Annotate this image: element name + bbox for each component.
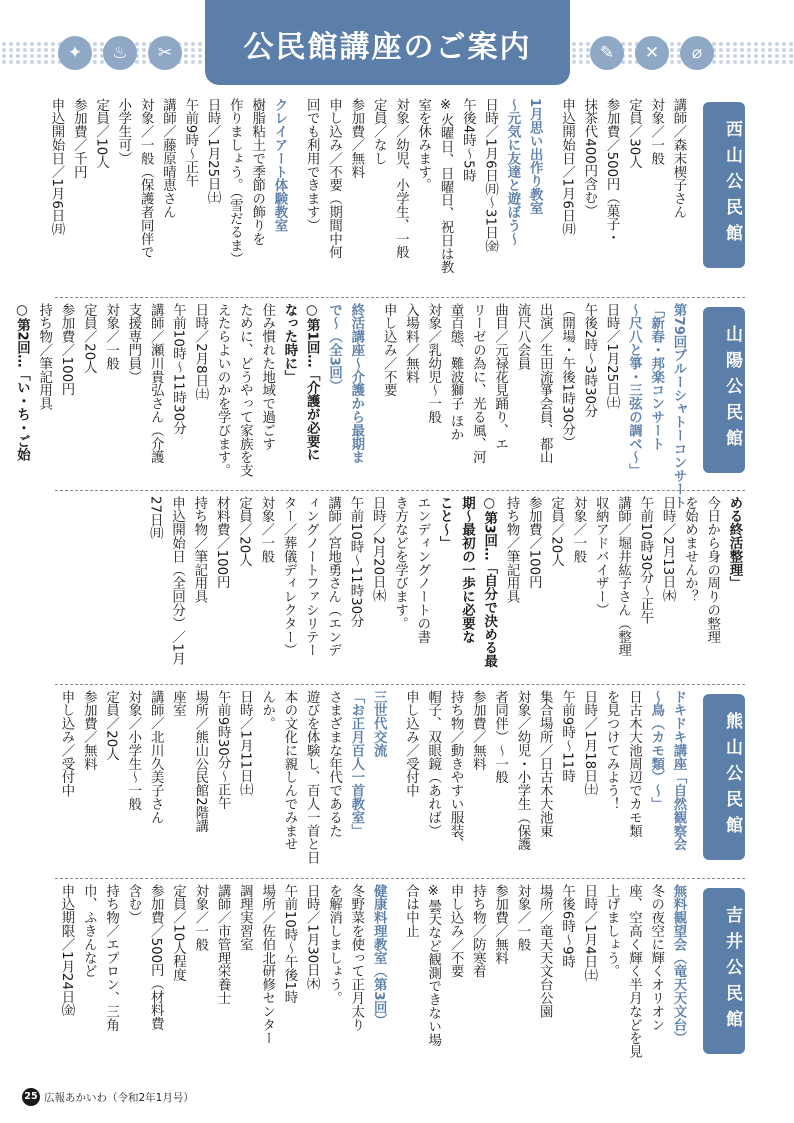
course-detail-line: 日時／1月25日㈯ [205, 98, 221, 204]
cupcake-icon: ♨ [103, 36, 137, 70]
course-detail-line: 日時／1月30日㈭ [304, 884, 320, 990]
scissors-icon: ✂ [148, 36, 182, 70]
course-detail-line: 参加費／100円 [58, 303, 74, 396]
course-detail-line: 午前9時～11時 [559, 690, 575, 783]
course-detail-line: 申し込み／受付中 [58, 690, 74, 798]
course-detail-line: 対象／一般（保護者同伴で [138, 98, 154, 259]
course-detail-line: 午後4時～5時 [460, 98, 476, 183]
course-title: 1月思い出作り教室 [527, 98, 543, 215]
section-columns [55, 884, 745, 1064]
course-detail-line: なった時に」 [281, 303, 297, 384]
course-title: 「新春・邦楽コンサート [648, 303, 664, 451]
course-detail-line: 持ち物／動きやすい服装、 [448, 690, 464, 851]
course-title: 「お正月百人一首教室」 [348, 690, 364, 838]
section-columns [55, 690, 745, 870]
course-detail-line: 講師／森末楔子さん [671, 98, 686, 219]
course-detail-line: 午前9時～正午 [182, 98, 198, 187]
course-detail-line: ○第2回…「い・ち・ご始 [14, 303, 30, 462]
course-detail-line: 座、空高く輝く半月などを見 [626, 884, 642, 1059]
course-detail-line: 樹脂粘土で季節の飾りを [249, 98, 265, 246]
course-detail-line: 者同伴）～一般 [492, 690, 508, 784]
course-detail-line: ※曇天など観測できない場 [425, 884, 441, 1047]
course-detail-line: 巾、ふきんなど [81, 884, 97, 978]
course-title: 無料観望会（竜天天文台） [671, 884, 686, 1045]
course-detail-line: 申込期限／1月24日㈮ [58, 884, 74, 1017]
course-detail-line: 講師／北川久美子さん [148, 690, 164, 824]
course-detail-line: 本の文化に親しんでみませ [281, 690, 297, 851]
course-title: ～元気に友達と遊ぼう～ [504, 98, 520, 246]
course-detail-line: 対象／一般 [648, 98, 664, 165]
course-detail-line: 対象／一般 [570, 496, 586, 563]
course-detail-line: 支援専門員） [125, 303, 141, 384]
course-detail-line: 講師／瀬川貴弘さん（介護 [148, 303, 164, 464]
course-detail-line: 収納アドバイザー） [593, 496, 609, 617]
course-detail-line: 日時／1月18日㈯ [581, 690, 597, 796]
course-detail-line: 遊びを体験し、百人一首と日 [304, 690, 320, 865]
course-detail-line: を見つけてみよう！ [604, 690, 620, 811]
course-detail-line: 住み慣れた地域で過ごす [259, 303, 275, 451]
course-detail-line: 日時／2月20日㈭ [370, 496, 386, 602]
course-detail-line: ために、どうやって家族を支 [237, 303, 253, 478]
course-detail-line: 持ち物／筆記用具 [191, 496, 207, 604]
utensils-icon: ✕ [635, 36, 669, 70]
section-kumayama [55, 690, 745, 870]
course-detail-line: 持ち物／防寒着 [470, 884, 486, 978]
course-detail-line: 材料費／100円 [214, 496, 230, 589]
course-detail-line: を始めませんか？ [682, 496, 698, 604]
course-detail-line: 冬の夜空に輝くオリオン [648, 884, 664, 1032]
course-detail-line: 定員／20人 [548, 496, 564, 567]
course-detail-line: エンディングノートの書 [414, 496, 430, 644]
course-detail-line: さまざまな年代であるた [326, 690, 342, 838]
section-sanyo [14, 303, 745, 510]
course-detail-line: 調理実習室 [237, 884, 253, 951]
course-title: 三世代交流 [371, 690, 387, 757]
course-detail-line: 持ち物／筆記用具 [504, 496, 520, 604]
course-detail-line: 定員／20人 [236, 496, 252, 567]
course-detail-line: 座室 [170, 690, 186, 717]
course-detail-line: 定員／10人 [93, 98, 109, 169]
course-detail-line: 参加費／無料 [348, 98, 364, 179]
course-detail-line: 対象／幼児・小学生（保護 [514, 690, 530, 851]
course-detail-line: 午前10時30分～正午 [637, 496, 653, 624]
course-detail-line: 対象／一般 [514, 884, 530, 951]
course-detail-line: 日時／1月6日㈪～31日㈮ [482, 98, 498, 253]
course-detail-line: 対象／幼児、小学生、一般 [393, 98, 409, 259]
publication-name: 広報あかいわ（令和2年1月号） [44, 1091, 194, 1104]
course-detail-line: 申込開始日（全回分）／1月 [169, 496, 185, 666]
course-detail-line: 曲目／元禄花見踊り、エ [492, 303, 508, 451]
course-detail-line: 日時／1月11日㈯ [237, 690, 253, 796]
course-title: クレイアート体験教室 [271, 98, 287, 232]
course-title: 終活講座～介護から最期ま [348, 303, 364, 464]
course-detail-line: 今日から身の周りの整理 [704, 496, 720, 644]
course-detail-line: 場所／竜天天文台公園 [537, 884, 553, 1018]
course-detail-line: 対象／一般 [258, 496, 274, 563]
section-badge: 吉井公民館 [703, 888, 745, 1054]
section-columns [48, 98, 745, 293]
course-detail-line: 持ち物／筆記用具 [36, 303, 52, 411]
course-detail-line: 集合場所／日古木大池東 [537, 690, 553, 838]
course-detail-line: 参加費／無料 [492, 884, 508, 965]
course-detail-line: 参加費／100円 [526, 496, 542, 589]
course-title: 第79回ブルーシャトーコンサート [671, 303, 686, 510]
course-detail-line: 参加費／無料 [81, 690, 97, 771]
course-title: ～尺八と箏・三弦の調べ～」 [626, 303, 642, 478]
course-detail-line: 午後2時～3時30分 [581, 303, 597, 418]
course-detail-line: 定員／20人 [103, 690, 119, 761]
section-badge: 西山公民館 [703, 102, 745, 268]
page-title: 公民館講座のご案内 [243, 30, 532, 65]
course-detail-line: 定員／なし [371, 98, 387, 165]
course-detail-line: 合は中止 [403, 884, 419, 938]
footer [22, 1088, 194, 1106]
course-detail-line: 冬野菜を使って正月太り [348, 884, 364, 1032]
course-detail-line: 小学生可） [115, 98, 131, 165]
course-detail-line: 期～最初の一歩に必要な [459, 496, 475, 644]
course-detail-line: ※火曜日、日曜日、祝日は教 [438, 98, 454, 274]
course-detail-line: （開場・午後1時30分） [559, 303, 575, 450]
course-detail-line: 対象／一般 [103, 303, 119, 370]
course-detail-line: ター／葬儀ディレクター） [281, 496, 297, 657]
course-detail-line: 流尺八会員 [514, 303, 530, 370]
course-detail-line: 出演／生田流箏会員、都山 [537, 303, 553, 464]
course-detail-line: んか。 [259, 690, 275, 731]
course-detail-line: 参加費／千円 [71, 98, 87, 179]
course-detail-line: 定員／10人程度 [170, 884, 186, 982]
course-detail-line: 参加費／無料 [470, 690, 486, 771]
section-sanyo-continued [55, 496, 745, 676]
course-detail-line: ィングノートファシリテー [303, 496, 319, 657]
course-detail-line: 参加費／500円（菓子・ [604, 98, 620, 245]
course-detail-line: き方などを学びます。 [392, 496, 408, 630]
course-detail-line: を解消しましょう。 [326, 884, 342, 1005]
course-detail-line: 入場料／無料 [403, 303, 419, 384]
course-detail-line: 午前9時30分～正午 [215, 690, 231, 810]
divider [55, 878, 745, 879]
course-title: ～鳥（カモ類）～」 [648, 690, 664, 811]
course-detail-line: 日時／2月13日㈭ [660, 496, 676, 602]
course-detail-line: 上げましょう。 [604, 884, 620, 978]
section-columns [55, 496, 745, 676]
course-detail-line: 申し込み／不要 [448, 884, 464, 978]
course-detail-line: 日時／1月4日㈯ [581, 884, 597, 982]
clip-icon: ⌀ [680, 36, 714, 70]
telescope-icon: ✦ [58, 36, 92, 70]
course-detail-line: 対象／一般 [192, 884, 208, 951]
course-detail-line: えたらよいのかを学びます。 [215, 303, 231, 478]
course-detail-line: 講師／藤原晴恵さん [160, 98, 176, 219]
header-tab [205, 0, 570, 85]
course-title: で～（全3回） [326, 303, 342, 393]
course-detail-line: 室を休みます。 [415, 98, 431, 192]
divider [55, 684, 745, 685]
divider [55, 490, 745, 491]
course-detail-line: 申込開始日／1月6日㈪ [559, 98, 575, 236]
course-detail-line: 場所／佐伯北研修センター [259, 884, 275, 1045]
course-detail-line: 抹茶代400円含む） [581, 98, 597, 218]
course-detail-line: 講師／堀井紘子さん（整理 [615, 496, 631, 657]
course-detail-line: 27日㈪ [147, 496, 163, 540]
course-detail-line: める終活整理」 [727, 496, 742, 590]
course-detail-line: 参加費／500円（材料費 [148, 884, 164, 1031]
section-nishiyama [48, 98, 745, 293]
course-detail-line: 日時／2月8日㈯ [192, 303, 208, 401]
course-detail-line: 午前10時～午後1時 [281, 884, 297, 1004]
course-detail-line: 申し込み／不要（期間中何 [326, 98, 342, 259]
course-detail-line: 作りましょう。（雪だるま） [227, 98, 243, 266]
course-detail-line: 含む） [125, 884, 141, 925]
course-detail-line: 回でも利用できます） [304, 98, 320, 232]
section-columns [14, 303, 745, 510]
course-detail-line: 申込開始日／1月6日㈪ [48, 98, 64, 236]
course-detail-line: 午後6時～9時 [559, 884, 575, 969]
course-detail-line: 定員／20人 [81, 303, 97, 374]
course-title: ドキドキ講座「自然観察会 [671, 690, 686, 851]
course-detail-line: 講師／市管理栄養士 [215, 884, 231, 1005]
divider [55, 297, 745, 298]
course-detail-line: 講師／宮地勇さん（エンデ [325, 496, 341, 657]
course-detail-line: ○第1回…「介護が必要に [304, 303, 320, 462]
course-detail-line: 持ち物／エプロン、三角 [103, 884, 119, 1032]
course-detail-line: 日古木大池周辺でカモ類 [626, 690, 642, 838]
section-badge: 山陽公民館 [703, 307, 745, 473]
course-detail-line: 帽子、双眼鏡（あれば） [425, 690, 441, 838]
course-detail-line: 日時／1月25日㈯ [604, 303, 620, 409]
course-detail-line: こと～」 [437, 496, 453, 550]
course-detail-line: 対象／小学生～一般 [125, 690, 141, 811]
course-detail-line: 対象／乳幼児～一般 [425, 303, 441, 424]
course-detail-line: リーゼの為に、光る風、河 [470, 303, 486, 464]
course-detail-line: 午前10時～11時30分 [347, 496, 363, 628]
section-yoshii [55, 884, 745, 1064]
course-detail-line: 申し込み／不要 [381, 303, 397, 397]
course-title: 健康料理教室（第3回） [371, 884, 387, 1028]
course-detail-line: 童百態、難波獅子 ほか [448, 303, 464, 442]
course-detail-line: 午前10時～11時30分 [170, 303, 186, 435]
course-detail-line: ○第3回…「自分で決める最 [481, 496, 497, 668]
pencil-icon: ✎ [590, 36, 624, 70]
course-detail-line: 場所／熊山公民館2階講 [192, 690, 208, 833]
course-detail-line: 定員／30人 [626, 98, 642, 169]
page-number: 25 [22, 1088, 40, 1106]
section-badge: 熊山公民館 [703, 694, 745, 860]
course-detail-line: 申し込み／受付中 [403, 690, 419, 798]
